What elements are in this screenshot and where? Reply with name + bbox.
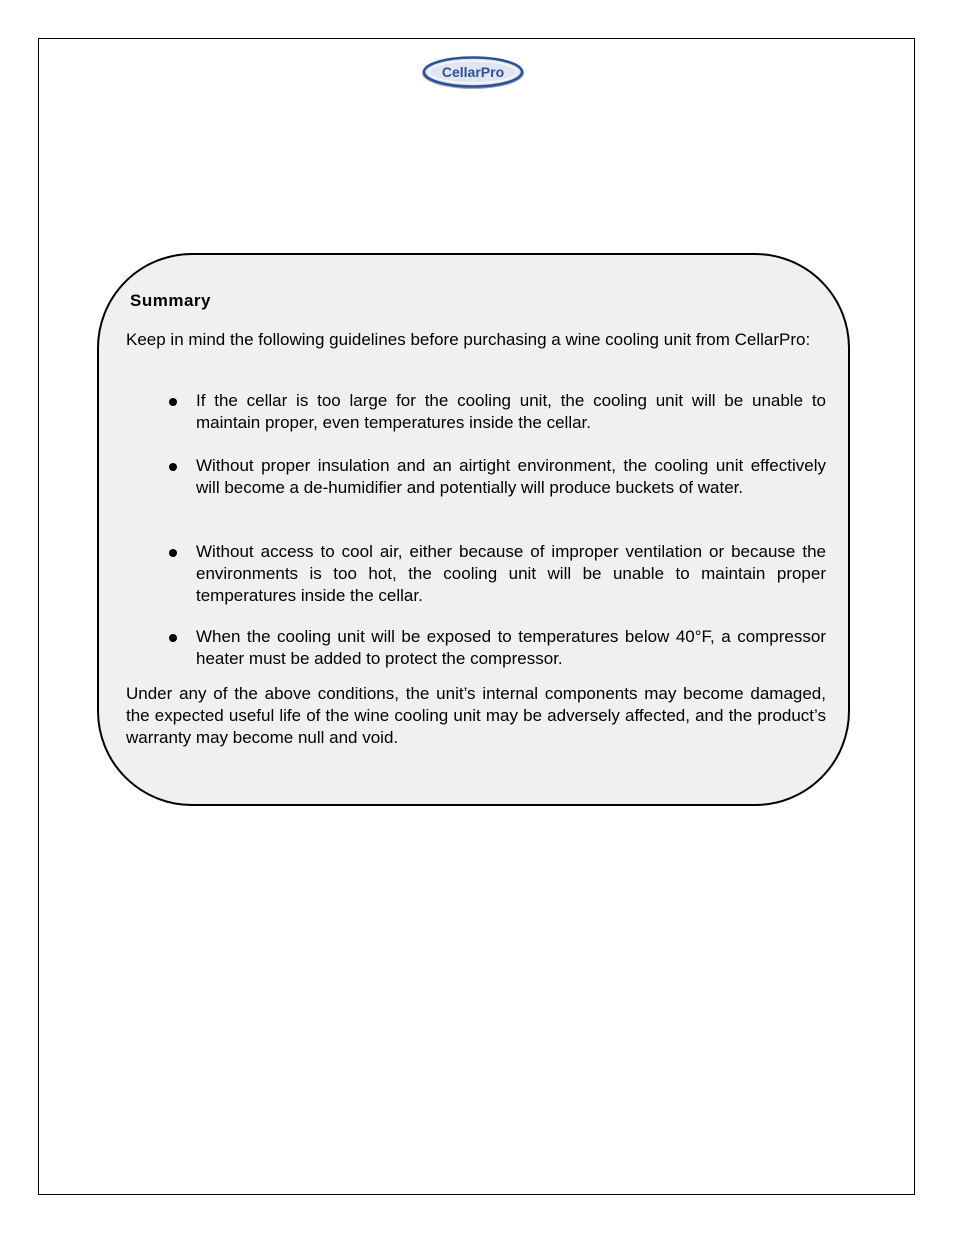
closing-paragraph: Under any of the above conditions, the unit’s internal components may become damaged, the expected useful life of the wine cooling unit may be adversely affected, and the product’s warranty may become null and void. [126, 684, 826, 747]
bullet-item: When the cooling unit will be exposed to temperatures below 40°F, a compressor heater must be added to protect the compressor. [196, 627, 826, 668]
intro-paragraph: Keep in mind the following guidelines before purchasing a wine cooling unit from CellarPro: [126, 330, 811, 349]
logo-text: CellarPro [441, 64, 505, 80]
bullet-item: Without access to cool air, either because of improper ventilation or because the environments is too hot, the cooling unit will be unable to maintain proper temperatures inside the cellar. [196, 542, 826, 605]
bullet-item: Without proper insulation and an airtight environment, the cooling unit effectively will become a de-humidifier and potentially will produce buckets of water. [196, 456, 826, 497]
cellarpro-logo [420, 55, 526, 91]
bullet-dot [169, 398, 177, 406]
bullet-item: If the cellar is too large for the cooling unit, the cooling unit will be unable to maintain proper, even temperatures inside the cellar. [196, 391, 826, 432]
bullet-dot [169, 634, 177, 642]
bullet-dot [169, 549, 177, 557]
summary-title: Summary [130, 291, 211, 310]
bullet-dot [169, 463, 177, 471]
